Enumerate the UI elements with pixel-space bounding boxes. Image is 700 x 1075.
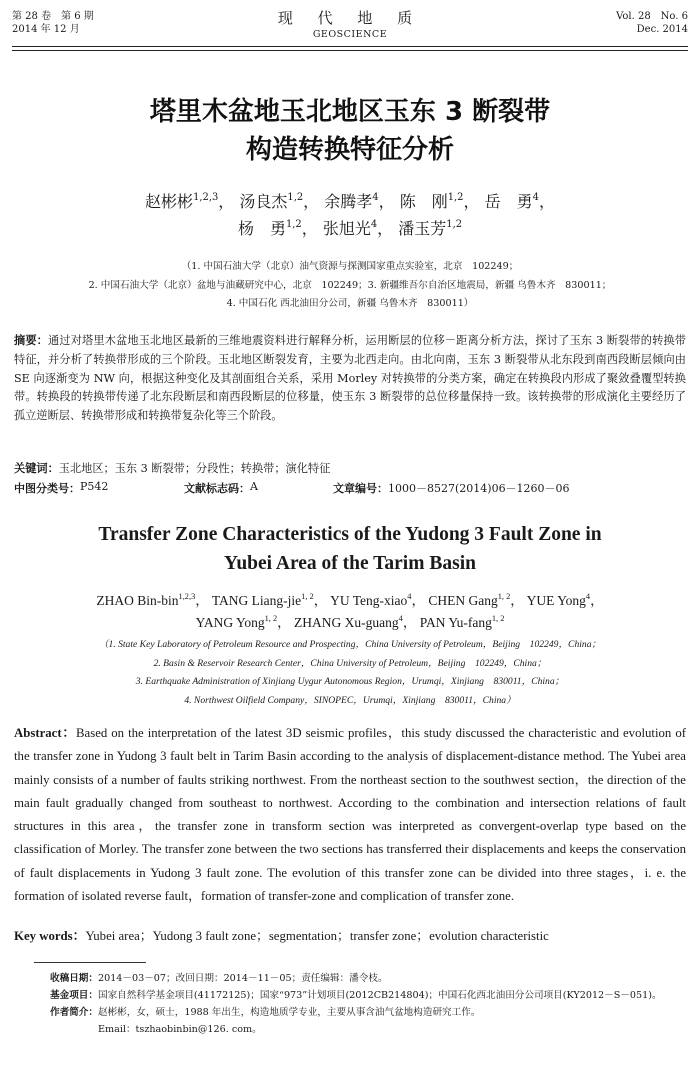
footnote-rule	[34, 962, 146, 963]
author-line-en	[0, 590, 700, 612]
abstract-en-text: Based on the interpretation of the latest 3D seismic profiles，this study discussed the characteristic and evolution of the transfer zone in Yudong 3 fault belt in Tarim Basin according to the analysis of displacement-distance method. The Yubei area mainly consists of a number of faults striking northwest. From the northeast section to the southwest section，the direction of the main fault gradually changed from southeast to northwest. According to the combination and intersection relations of fault structures in this area，the transfer zone in transform section was interpreted as convergent-overlap type based on the classification of Morley. The transfer zone between the two sections has transferred their displacements and keeps the conservation of fault displacements in Yudong 3 fault zone. The evolution of this transfer zone can be divided into three stages，i. e. the formation of isolated reverse fault，formation of transfer-zone and complication of transfer zone.	[14, 726, 686, 904]
affiliation-en: 3. Earthquake Administration of Xinjiang Uygur Autonomous Region，Urumqi，Xinjiang 830011，China；	[135, 676, 565, 687]
author-en: YANG Yong$^{1, 2}$，	[195, 614, 291, 630]
abstract-zh-label: 摘要：	[14, 334, 49, 347]
date-zh: 2014 年 12 月	[12, 24, 80, 35]
footnote-funding: 基金项目： 国家自然科学基金项目(41172125)；国家“973”计划项目(2012CB214804)；中国石化西北油田分公司项目(KY2012－S－051)。	[50, 990, 662, 1001]
abstract-zh-text: 通过对塔里木盆地玉北地区最新的三维地震资料进行解释分析，运用断层的位移－距离分析方法，探讨了玉东 3 断裂带的转换带特征，并分析了转换带形成的三个阶段。玉北地区断裂发育，主要为北西走向。由北向南，玉东 3 断裂带从北东段到南西段断层倾向由 SE 向逐渐变为 NW 向，根据这种变化及其剖面组合关系，采用 Morley 对转换带的分类方案，确定在转换段内形成了聚敛叠覆型转换带。转换段的转换带传递了北东段断层和南西段断层的位移量，使玉东 3 断裂带的总位移量保持一致。该转换带的形成演化主要经历了孤立逆断层、转换带形成和转换带复杂化等三个阶段。	[14, 334, 686, 423]
footnote-received: 收稿日期： 2014－03－07；改回日期：2014－11－05；责任编辑：潘令枝。	[50, 973, 388, 984]
clc-number: 中图分类号： P542	[14, 480, 109, 495]
affiliation-zh: 4. 中国石化 西北油田分公司，新疆 乌鲁木齐 830011）	[226, 298, 474, 309]
affiliations-en	[0, 636, 700, 710]
author-zh: 赵彬彬$^{1,2,3}$，	[145, 192, 235, 211]
classification-line	[14, 480, 686, 498]
date-en: Dec. 2014	[636, 24, 688, 35]
abstract-en	[14, 722, 686, 908]
document-code: 文献标志码： A	[184, 480, 258, 495]
author-list-zh	[0, 188, 700, 242]
footnote-email: Email：tszhaobinbin@126. com。	[98, 1024, 262, 1035]
article-title-en	[0, 520, 700, 578]
volume-issue-en: Vol. 28 No. 6	[616, 11, 688, 22]
keywords-zh-text: 玉北地区；玉东 3 断裂带；分段性；转换带；演化特征	[58, 462, 331, 475]
footnote-author-bio: 作者简介： 赵彬彬，女，硕士，1988 年出生，构造地质学专业，主要从事含油气盆地构造研究工作。	[50, 1007, 481, 1018]
keywords-zh	[14, 460, 686, 478]
running-header	[12, 8, 688, 46]
footnotes	[20, 970, 686, 1038]
keywords-en-label: Key words：	[14, 929, 86, 943]
title-en-line: Yubei Area of the Tarim Basin	[224, 553, 476, 574]
author-en: ZHAO Bin-bin$^{1,2,3}$，	[96, 592, 209, 608]
affiliation-en: （1. State Key Laboratory of Petroleum Resource and Prospecting，China University of Petroleum，Beijing 102249，China；	[98, 639, 602, 650]
author-en: TANG Liang-jie$^{1, 2}$，	[211, 592, 328, 608]
author-en: CHEN Gang$^{1, 2}$，	[428, 592, 524, 608]
journal-name-zh: 现 代 地 质	[277, 9, 423, 27]
author-line-en	[0, 612, 700, 634]
author-en: ZHANG Xu-guang$^4$，	[294, 614, 417, 630]
author-zh: 陈 刚$^{1,2}$，	[399, 192, 480, 211]
header-right	[616, 10, 688, 36]
volume-issue-zh: 第 28 卷 第 6 期	[12, 11, 94, 22]
header-rule-thin	[12, 50, 688, 51]
author-line-zh	[0, 215, 700, 242]
title-zh-line: 构造转换特征分析	[245, 135, 454, 165]
author-zh: 汤良杰$^{1,2}$，	[239, 192, 320, 211]
affiliation-zh: （1. 中国石油大学（北京）油气资源与探测国家重点实验室，北京 102249；	[181, 261, 519, 272]
author-en: YUE Yong$^4$，	[526, 592, 604, 608]
affiliation-en: 4. Northwest Oilfield Company，SINOPEC，Urumqi，Xinjiang 830011，China）	[184, 694, 516, 706]
keywords-zh-label: 关键词：	[14, 462, 59, 475]
author-zh: 杨 勇$^{1,2}$，	[237, 219, 318, 238]
author-list-en	[0, 590, 700, 634]
author-line-zh	[0, 188, 700, 215]
affiliation-zh: 2. 中国石油大学（北京）盆地与油藏研究中心，北京 102249；3. 新疆维吾尔自治区地震局，新疆 乌鲁木齐 830011；	[88, 279, 612, 291]
author-en: PAN Yu-fang$^{1, 2}$	[419, 614, 505, 630]
title-zh-line: 塔里木盆地玉北地区玉东 3 断裂带	[149, 97, 551, 127]
journal-name-en: GEOSCIENCE	[312, 29, 388, 40]
affiliation-en: 2. Basin & Reservoir Research Center，China University of Petroleum，Beijing 102249，China；	[153, 657, 547, 669]
header-center	[12, 8, 688, 41]
keywords-en-text: Yubei area；Yudong 3 fault zone；segmentation；transfer zone；evolution characteristic	[85, 929, 549, 943]
article-id: 文章编号： 1000－8527(2014)06－1260－06	[333, 482, 570, 495]
abstract-en-label: Abstract：	[14, 726, 77, 740]
affiliations-zh	[0, 258, 700, 314]
title-en-line: Transfer Zone Characteristics of the Yudong 3 Fault Zone in	[98, 524, 602, 545]
article-title-zh	[0, 93, 700, 169]
author-en: YU Teng-xiao$^4$，	[330, 592, 425, 608]
author-zh: 岳 勇$^4$，	[484, 192, 555, 211]
header-rule-thick	[12, 46, 688, 47]
author-zh: 余腾孝$^4$，	[324, 192, 395, 211]
author-zh: 张旭光$^4$，	[322, 219, 394, 238]
abstract-zh	[14, 332, 686, 426]
keywords-en	[14, 926, 686, 946]
author-zh: 潘玉芳$^{1,2}$	[398, 219, 463, 238]
